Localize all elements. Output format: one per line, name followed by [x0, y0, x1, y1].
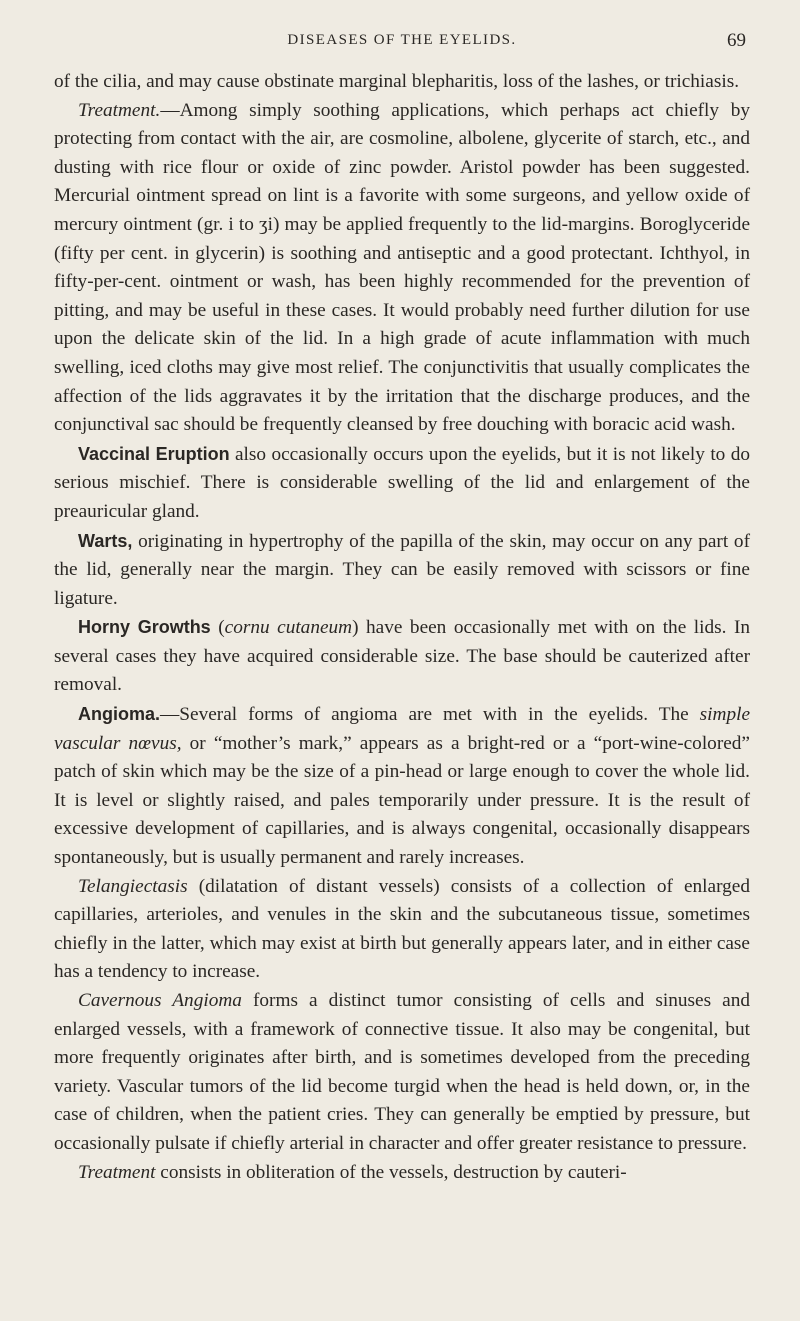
- paragraph-horny-growths: [54, 613, 750, 700]
- paragraph-text: (dilatation of distant vessels) consists of a collection of enlarged capillaries, arterioles, and venules in the skin and the subcutaneous tissue, sometimes chiefly in the latter, which may exist at birth but generally appears later, and in either case has a tendency to increase.: [54, 875, 750, 983]
- term-cornu-cutaneum: cornu cutaneum: [224, 617, 353, 639]
- paragraph-text: also occasionally occurs upon the eyelids, but it is not likely to do serious mischief. There is considerable swelling of the lid and enlargement of the preauricular gland.: [54, 443, 750, 522]
- heading-horny-growths: Horny Growths: [78, 617, 211, 638]
- paragraph-text: —Among simply soothing applications, which perhaps act chiefly by protecting from contact with the air, are cosmoline, albolene, glycerite of starch, etc., and dusting with rice flour or oxide of zinc powder. Aristol powder has been suggested. Mercurial ointment spread on lint is a favorite with some surgeons, and yellow oxide of mercury ointment (gr. i to ʒi) may be applied frequently to the lid-margins. Boroglyceride (fifty per cent. in glycerin) is soothing and antiseptic and a good protectant. Ichthyol, in fifty-per-cent. ointment or wash, has been highly recommended for the prevention of pitting, and may be useful in these cases. It would probably need further dilution for use upon the delicate skin of the lid. In a high grade of acute inflammation with much swelling, iced cloths may give most relief. The conjunctivitis that usually complicates the affection of the lids aggravates it by the irritation that the discharge produces, and the conjunctival sac should be frequently cleansed by free douching with boracic acid wash.: [54, 99, 750, 436]
- term-treatment: Treatment: [78, 1161, 156, 1183]
- page-header: [54, 30, 750, 54]
- paragraph-continuation: [54, 68, 750, 97]
- paragraph-text: of the cilia, and may cause obstinate marginal blepharitis, loss of the lashes, or trichiasis.: [54, 71, 740, 92]
- paragraph-telangiectasis: [54, 873, 750, 987]
- running-head: DISEASES OF THE EYELIDS.: [287, 32, 517, 48]
- paragraph-treatment: [54, 97, 750, 440]
- paragraph-text: consists in obliteration of the vessels, destruction by cauteri-: [155, 1161, 627, 1183]
- paren-open: (: [210, 617, 225, 639]
- paragraph-vaccinal-eruption: [54, 440, 750, 527]
- heading-angioma: Angioma.: [78, 704, 161, 725]
- paragraph-text: originating in hypertrophy of the papilla of the skin, may occur on any part of the lid, generally near the margin. They can be easily removed with scissors or fine ligature.: [54, 530, 750, 609]
- paragraph-text: ) have been occasionally met with on the lids. In several cases they have acquired considerable size. The base should be cauterized after removal.: [54, 617, 751, 696]
- heading-vaccinal-eruption: Vaccinal Eruption: [78, 443, 230, 464]
- page-number: 69: [727, 30, 746, 51]
- run-in-heading-treatment: Treatment.: [78, 99, 161, 121]
- term-simple-vascular-naevus: simple vascular nœvus,: [54, 704, 750, 754]
- term-cavernous-angioma: Cavernous Angioma: [78, 990, 242, 1011]
- paragraph-warts: [54, 527, 750, 614]
- paragraph-angioma: [54, 700, 750, 873]
- paragraph-cavernous-angioma: [54, 987, 750, 1159]
- paragraph-angioma-treatment: [54, 1159, 750, 1188]
- heading-warts: Warts,: [78, 530, 133, 551]
- paragraph-text: forms a distinct tumor consisting of cells and sinuses and enlarged vessels, with a framework of connective tissue. It also may be congenital, but more frequently originates after birth, and is sometimes developed from the preceding variety. Vascular tumors of the lid become turgid when the head is held down, or, in the case of children, when the patient cries. They can generally be emptied by pressure, but occasionally pulsate if chiefly arterial in character and offer greater resistance to pressure.: [54, 990, 750, 1154]
- paragraph-text: —Several forms of angioma are met with in the eyelids. The: [160, 704, 700, 726]
- paragraph-text: or “mother’s mark,” appears as a bright-red or a “port-wine-colored” patch of skin which may be the size of a pin-head or large enough to cover the whole lid. It is level or slightly raised, and pales temporarily under pressure. It is the result of excessive development of capillaries, and is always congenital, occasionally disappears spontaneously, but is usually permanent and rarely increases.: [54, 732, 750, 869]
- term-telangiectasis: Telangiectasis: [78, 875, 188, 897]
- body-text: [54, 68, 750, 1187]
